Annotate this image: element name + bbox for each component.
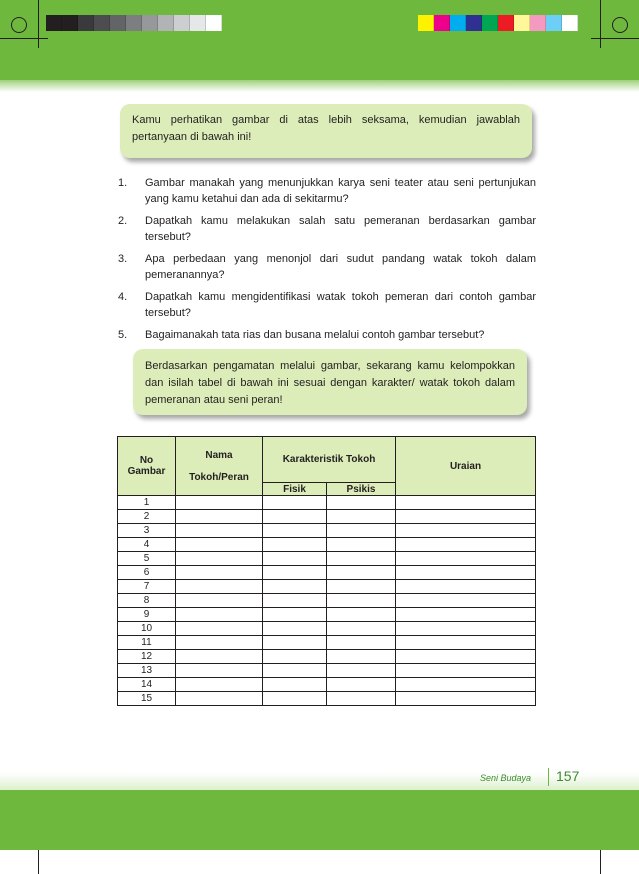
cell-uraian bbox=[396, 650, 536, 664]
header-fisik: Fisik bbox=[263, 483, 327, 496]
color-swatch bbox=[466, 15, 482, 31]
cell-no: 12 bbox=[118, 650, 176, 664]
cell-nama bbox=[176, 580, 263, 594]
question-number: 4. bbox=[118, 291, 128, 303]
cell-uraian bbox=[396, 496, 536, 510]
crop-mark bbox=[0, 38, 48, 39]
cell-uraian bbox=[396, 622, 536, 636]
cell-nama bbox=[176, 566, 263, 580]
book-title: Seni Budaya bbox=[480, 773, 532, 783]
cell-psikis bbox=[327, 622, 396, 636]
cell-no: 7 bbox=[118, 580, 176, 594]
cell-fisik bbox=[263, 552, 327, 566]
question-text: Dapatkah kamu mengidentifikasi watak tokoh pemeran dari contoh gambar tersebut? bbox=[145, 291, 536, 319]
cell-no: 5 bbox=[118, 552, 176, 566]
table-row bbox=[118, 566, 536, 580]
cell-no: 14 bbox=[118, 678, 176, 692]
crop-mark bbox=[591, 38, 639, 39]
table-row bbox=[118, 622, 536, 636]
table-row bbox=[118, 650, 536, 664]
table-row bbox=[118, 608, 536, 622]
color-swatch bbox=[62, 15, 78, 31]
table-row bbox=[118, 510, 536, 524]
cell-uraian bbox=[396, 608, 536, 622]
cell-uraian bbox=[396, 510, 536, 524]
cell-fisik bbox=[263, 594, 327, 608]
cell-nama bbox=[176, 636, 263, 650]
question-item bbox=[118, 213, 536, 245]
color-swatch bbox=[158, 15, 174, 31]
question-item bbox=[118, 175, 536, 207]
color-swatch bbox=[482, 15, 498, 31]
footer-divider bbox=[548, 768, 549, 786]
cell-no: 15 bbox=[118, 692, 176, 706]
cell-psikis bbox=[327, 496, 396, 510]
cell-fisik bbox=[263, 678, 327, 692]
cell-nama bbox=[176, 622, 263, 636]
cell-psikis bbox=[327, 524, 396, 538]
header-karakteristik-tokoh: Karakteristik Tokoh bbox=[263, 437, 396, 483]
cell-fisik bbox=[263, 566, 327, 580]
question-text: Dapatkah kamu melakukan salah satu pemeranan berdasarkan gambar tersebut? bbox=[145, 215, 536, 243]
cell-no: 8 bbox=[118, 594, 176, 608]
crop-mark bbox=[38, 0, 39, 48]
cell-psikis bbox=[327, 692, 396, 706]
cell-fisik bbox=[263, 608, 327, 622]
cell-no: 4 bbox=[118, 538, 176, 552]
question-item bbox=[118, 327, 536, 343]
cell-nama bbox=[176, 524, 263, 538]
cell-nama bbox=[176, 692, 263, 706]
cell-uraian bbox=[396, 580, 536, 594]
task-callout-text: Berdasarkan pengamatan melalui gambar, sekarang kamu kelompokkan dan isilah tabel di bawah ini sesuai dengan karakter/ watak tokoh dalam pemeranan atau seni peran! bbox=[145, 360, 515, 406]
cell-no: 11 bbox=[118, 636, 176, 650]
cell-uraian bbox=[396, 678, 536, 692]
color-swatch bbox=[546, 15, 562, 31]
table-row bbox=[118, 692, 536, 706]
color-swatch bbox=[206, 15, 222, 31]
header-psikis: Psikis bbox=[327, 483, 396, 496]
header-band bbox=[0, 0, 639, 83]
table-row bbox=[118, 594, 536, 608]
table-row bbox=[118, 580, 536, 594]
cell-nama bbox=[176, 608, 263, 622]
cell-uraian bbox=[396, 566, 536, 580]
intro-callout bbox=[120, 104, 532, 158]
header-nama-tokoh: Nama Tokoh/Peran bbox=[176, 437, 263, 496]
cell-fisik bbox=[263, 538, 327, 552]
color-swatch bbox=[498, 15, 514, 31]
header-no-gambar: No Gambar bbox=[118, 437, 176, 496]
question-text: Bagaimanakah tata rias dan busana melalui contoh gambar tersebut? bbox=[145, 329, 485, 341]
cell-fisik bbox=[263, 664, 327, 678]
color-swatch bbox=[530, 15, 546, 31]
cell-nama bbox=[176, 664, 263, 678]
cell-psikis bbox=[327, 594, 396, 608]
cell-psikis bbox=[327, 510, 396, 524]
question-item bbox=[118, 251, 536, 283]
page-number: 157 bbox=[556, 768, 580, 784]
intro-callout-text: Kamu perhatikan gambar di atas lebih seksama, kemudian jawablah pertanyaan di bawah ini! bbox=[132, 114, 520, 143]
question-number: 5. bbox=[118, 329, 128, 341]
cell-nama bbox=[176, 650, 263, 664]
color-swatch bbox=[514, 15, 530, 31]
crop-mark bbox=[600, 0, 601, 48]
cell-fisik bbox=[263, 650, 327, 664]
cell-psikis bbox=[327, 636, 396, 650]
cell-psikis bbox=[327, 566, 396, 580]
cell-no: 2 bbox=[118, 510, 176, 524]
cell-no: 6 bbox=[118, 566, 176, 580]
color-swatch bbox=[434, 15, 450, 31]
cell-uraian bbox=[396, 538, 536, 552]
cell-uraian bbox=[396, 524, 536, 538]
header-uraian: Uraian bbox=[396, 437, 536, 496]
table-row bbox=[118, 678, 536, 692]
cell-uraian bbox=[396, 692, 536, 706]
cell-nama bbox=[176, 552, 263, 566]
cell-fisik bbox=[263, 510, 327, 524]
table-row bbox=[118, 496, 536, 510]
cell-psikis bbox=[327, 608, 396, 622]
table-row bbox=[118, 524, 536, 538]
cell-uraian bbox=[396, 552, 536, 566]
registration-mark bbox=[612, 17, 628, 33]
character-table bbox=[117, 436, 536, 706]
cell-psikis bbox=[327, 538, 396, 552]
color-swatch bbox=[174, 15, 190, 31]
color-swatch bbox=[78, 15, 94, 31]
cell-fisik bbox=[263, 636, 327, 650]
question-number: 2. bbox=[118, 215, 128, 227]
cell-no: 10 bbox=[118, 622, 176, 636]
cell-psikis bbox=[327, 552, 396, 566]
cell-fisik bbox=[263, 496, 327, 510]
question-text: Apa perbedaan yang menonjol dari sudut pandang watak tokoh dalam pemeranannya? bbox=[145, 253, 536, 281]
table-row bbox=[118, 552, 536, 566]
cell-fisik bbox=[263, 622, 327, 636]
registration-mark bbox=[11, 17, 27, 33]
header-band-shadow bbox=[0, 80, 639, 92]
color-swatch bbox=[418, 15, 434, 31]
cell-fisik bbox=[263, 692, 327, 706]
table-row bbox=[118, 664, 536, 678]
footer-band bbox=[0, 790, 639, 850]
cell-psikis bbox=[327, 678, 396, 692]
grayscale-color-bar bbox=[46, 15, 222, 31]
color-swatch bbox=[46, 15, 62, 31]
cell-uraian bbox=[396, 664, 536, 678]
cell-fisik bbox=[263, 524, 327, 538]
table-row bbox=[118, 538, 536, 552]
cell-nama bbox=[176, 538, 263, 552]
question-number: 1. bbox=[118, 177, 128, 189]
cell-psikis bbox=[327, 580, 396, 594]
task-callout bbox=[133, 349, 527, 415]
color-swatch bbox=[190, 15, 206, 31]
cell-psikis bbox=[327, 650, 396, 664]
color-swatch bbox=[450, 15, 466, 31]
cell-no: 9 bbox=[118, 608, 176, 622]
question-list bbox=[118, 175, 536, 349]
color-swatch bbox=[110, 15, 126, 31]
cell-nama bbox=[176, 594, 263, 608]
color-swatch bbox=[94, 15, 110, 31]
cell-nama bbox=[176, 496, 263, 510]
cell-no: 13 bbox=[118, 664, 176, 678]
cell-nama bbox=[176, 678, 263, 692]
cell-fisik bbox=[263, 580, 327, 594]
cell-no: 3 bbox=[118, 524, 176, 538]
color-swatch bbox=[562, 15, 578, 31]
cell-uraian bbox=[396, 636, 536, 650]
cell-nama bbox=[176, 510, 263, 524]
color-swatch bbox=[126, 15, 142, 31]
cell-uraian bbox=[396, 594, 536, 608]
cell-no: 1 bbox=[118, 496, 176, 510]
color-swatch bbox=[142, 15, 158, 31]
table-row bbox=[118, 636, 536, 650]
cmyk-color-bar bbox=[418, 15, 578, 31]
question-text: Gambar manakah yang menunjukkan karya seni teater atau seni pertunjukan yang kamu ketahui dan ada di sekitarmu? bbox=[145, 177, 536, 205]
question-item bbox=[118, 289, 536, 321]
question-number: 3. bbox=[118, 253, 128, 265]
cell-psikis bbox=[327, 664, 396, 678]
